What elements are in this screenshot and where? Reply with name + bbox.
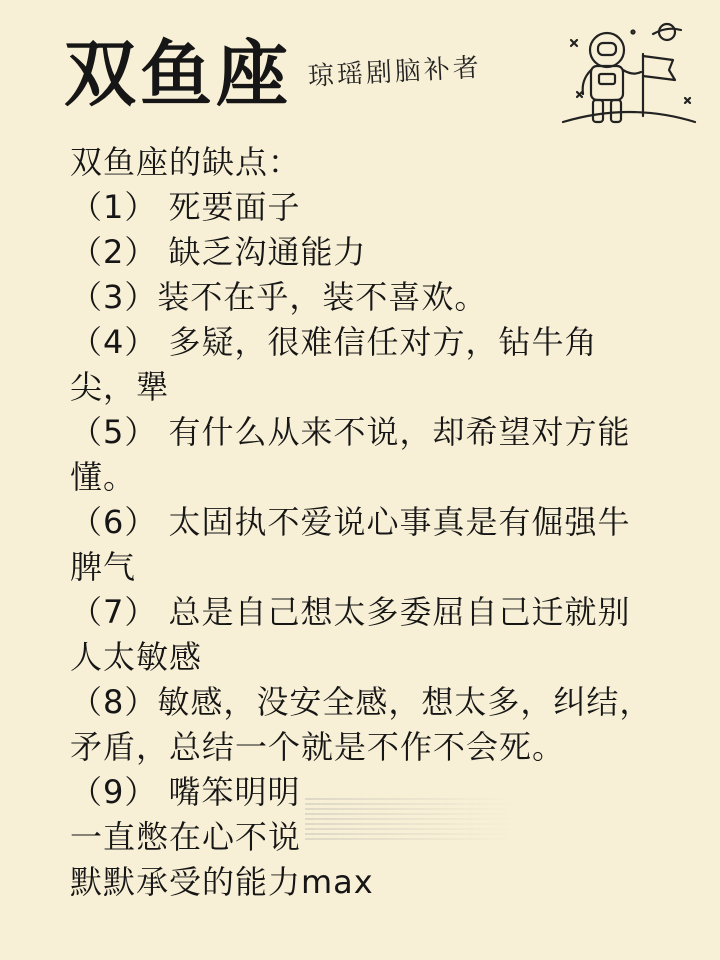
list-item: （6） 太固执不爱说心事真是有倔强牛脾气 — [70, 503, 631, 586]
text-overlay-fade — [305, 795, 515, 841]
list-item: （9） 嘴笨明明 — [70, 773, 301, 811]
list-item: 默默承受的能力max — [70, 863, 374, 901]
list-item: 一直憋在心不说 — [70, 818, 302, 856]
section-heading: 双鱼座的缺点： — [70, 143, 302, 181]
content-body — [70, 140, 660, 905]
astronaut-flag-icon — [555, 14, 705, 144]
page-title: 双鱼座 — [64, 32, 293, 116]
list-item: （1） 死要面子 — [70, 188, 301, 226]
author-signature: 琼瑶剧脑补者 — [307, 52, 483, 92]
list-item: （2） 缺乏沟通能力 — [70, 233, 367, 271]
list-item: （3）装不在乎，装不喜欢。 — [70, 278, 488, 316]
list-item: （7） 总是自己想太多委屈自己迁就别人太敏感 — [70, 593, 631, 676]
list-item: （8）敏感，没安全感，想太多，纠结，矛盾，总结一个就是不作不会死。 — [70, 683, 653, 766]
list-item: （4） 多疑，很难信任对方，钻牛角尖，犟 — [70, 323, 598, 406]
list-item: （5） 有什么从来不说，却希望对方能懂。 — [70, 413, 631, 496]
